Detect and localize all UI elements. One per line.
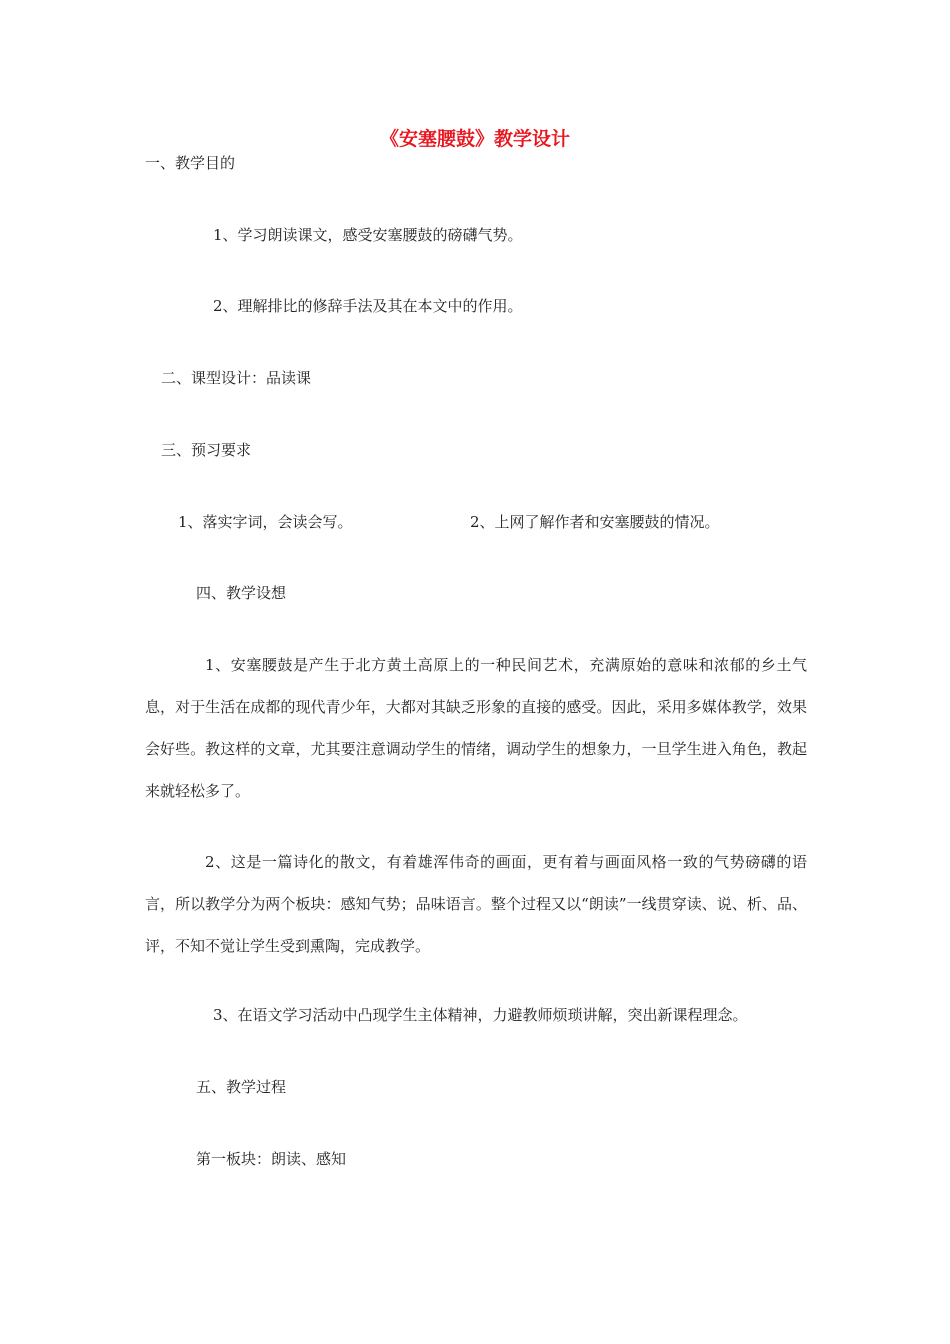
section-heading-lesson-type: 二、课型设计：品读课 xyxy=(161,369,312,387)
design-paragraph-3: 3、在语文学习活动中凸现学生主体精神，力避教师烦琐讲解，突出新课程理念。 xyxy=(213,1006,748,1024)
section-heading-preview: 三、预习要求 xyxy=(161,441,252,459)
section-heading-design: 四、教学设想 xyxy=(196,584,287,602)
document-title: 《安塞腰鼓》教学设计 xyxy=(379,128,570,150)
objective-item-1: 1、学习朗读课文，感受安塞腰鼓的磅礴气势。 xyxy=(213,226,523,244)
process-subheading-1: 第一板块：朗读、感知 xyxy=(196,1150,347,1168)
design-paragraph-1: 1、安塞腰鼓是产生于北方黄土高原上的一种民间艺术，充满原始的意味和浓郁的乡土气息，对于生活在成都的现代青少年，大都对其缺乏形象的直接的感受。因此，采用多媒体教学，效果会好些。教这样的文章，尤其要注意调动学生的情绪，调动学生的想象力，一旦学生进入角色，教起来就轻松多了。 xyxy=(145,656,807,800)
preview-item-2: 2、上网了解作者和安塞腰鼓的情况。 xyxy=(470,513,720,531)
section-heading-process: 五、教学过程 xyxy=(196,1078,287,1096)
design-paragraph-2: 2、这是一篇诗化的散文，有着雄浑伟奇的画面，更有着与画面风格一致的气势磅礴的语言，所以教学分为两个板块：感知气势；品味语言。整个过程又以“朗读”一线贯穿读、说、析、品、评，不知不觉让学生受到熏陶，完成教学。 xyxy=(145,853,807,955)
preview-item-1: 1、落实字词，会读会写。 xyxy=(178,513,353,531)
section-heading-objectives: 一、教学目的 xyxy=(145,154,236,172)
objective-item-2: 2、理解排比的修辞手法及其在本文中的作用。 xyxy=(213,297,523,315)
